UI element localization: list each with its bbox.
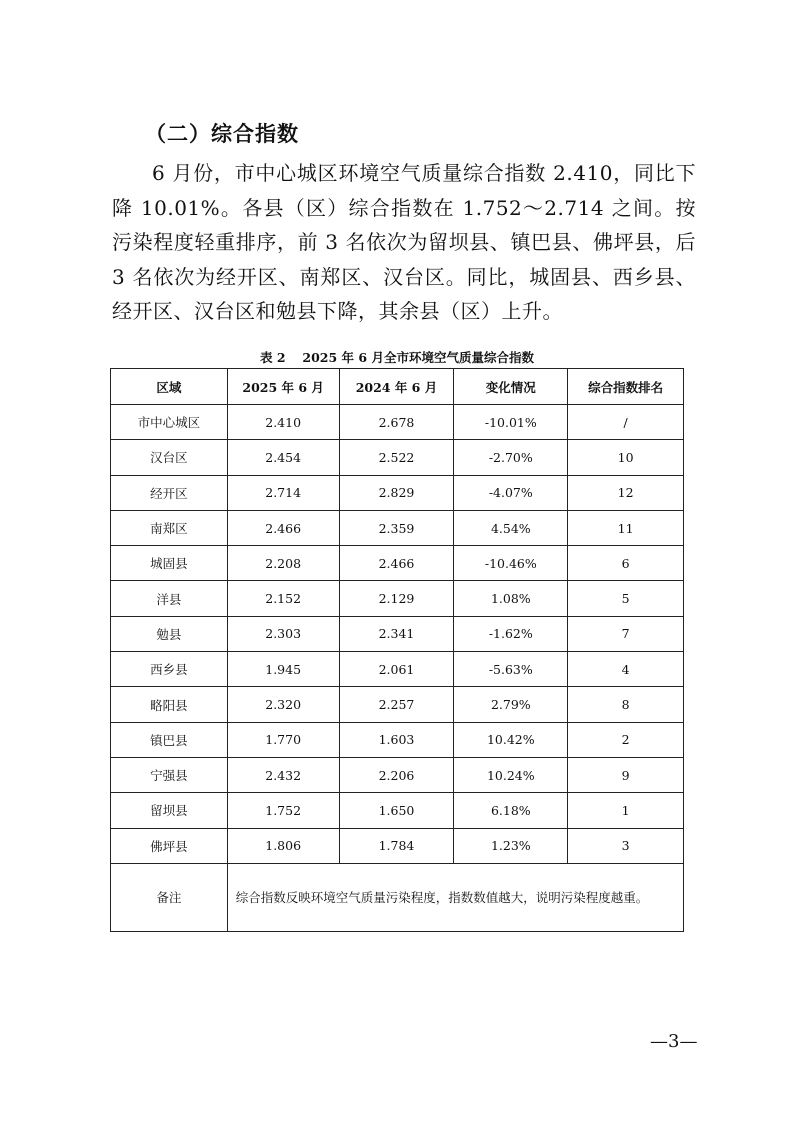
table-row xyxy=(111,510,684,545)
cell-2024: 2.341 xyxy=(339,616,454,651)
table-note-row xyxy=(111,863,684,931)
cell-rank: 9 xyxy=(568,757,684,792)
cell-rank: 2 xyxy=(568,722,684,757)
table-row xyxy=(111,722,684,757)
table-row xyxy=(111,687,684,722)
paragraph-text: 6 月份，市中心城区环境空气质量综合指数 2.410，同比下降 10.01%。各县（区）综合指数在 1.752～2.714 之间。按污染程度轻重排序，前 3 名依次为留坝县、镇巴县、佛坪县，后 3 名依次为经开区、南郑区、汉台区。同比，城固县、西乡县、经开区、汉台区和勉县下降，其余县（区）上升。 xyxy=(112,161,696,323)
cell-region: 南郑区 xyxy=(111,510,228,545)
table-row xyxy=(111,652,684,687)
cell-change: 4.54% xyxy=(454,510,568,545)
cell-rank: 6 xyxy=(568,546,684,581)
note-label: 备注 xyxy=(111,863,228,931)
cell-region: 勉县 xyxy=(111,616,228,651)
table-row xyxy=(111,581,684,616)
cell-2025: 2.208 xyxy=(227,546,339,581)
cell-2025: 2.303 xyxy=(227,616,339,651)
cell-region: 佛坪县 xyxy=(111,828,228,863)
cell-region: 市中心城区 xyxy=(111,405,228,440)
cell-region: 洋县 xyxy=(111,581,228,616)
cell-rank: 5 xyxy=(568,581,684,616)
table-row xyxy=(111,616,684,651)
cell-2025: 2.410 xyxy=(227,405,339,440)
cell-change: -5.63% xyxy=(454,652,568,687)
cell-rank: 10 xyxy=(568,440,684,475)
cell-region: 略阳县 xyxy=(111,687,228,722)
cell-2025: 1.806 xyxy=(227,828,339,863)
cell-rank: 11 xyxy=(568,510,684,545)
cell-region: 宁强县 xyxy=(111,757,228,792)
cell-2025: 2.432 xyxy=(227,757,339,792)
cell-2024: 2.829 xyxy=(339,475,454,510)
header-2025-june: 2025 年 6 月 xyxy=(227,369,339,405)
header-region: 区域 xyxy=(111,369,228,405)
table-row xyxy=(111,828,684,863)
table-row xyxy=(111,440,684,475)
cell-rank: 12 xyxy=(568,475,684,510)
cell-2024: 2.522 xyxy=(339,440,454,475)
cell-2024: 2.129 xyxy=(339,581,454,616)
body-paragraph xyxy=(112,156,696,329)
table-row xyxy=(111,546,684,581)
cell-change: -10.01% xyxy=(454,405,568,440)
composite-index-table xyxy=(110,368,684,932)
cell-2024: 2.359 xyxy=(339,510,454,545)
cell-2024: 1.603 xyxy=(339,722,454,757)
cell-2025: 2.152 xyxy=(227,581,339,616)
cell-2024: 2.206 xyxy=(339,757,454,792)
cell-change: 6.18% xyxy=(454,793,568,828)
cell-region: 汉台区 xyxy=(111,440,228,475)
table-header-row xyxy=(111,369,684,405)
note-text: 综合指数反映环境空气质量污染程度，指数数值越大，说明污染程度越重。 xyxy=(227,863,683,931)
cell-change: -10.46% xyxy=(454,546,568,581)
cell-2025: 2.466 xyxy=(227,510,339,545)
table-row xyxy=(111,793,684,828)
cell-2024: 1.784 xyxy=(339,828,454,863)
cell-region: 城固县 xyxy=(111,546,228,581)
cell-change: -2.70% xyxy=(454,440,568,475)
cell-change: -4.07% xyxy=(454,475,568,510)
header-change: 变化情况 xyxy=(454,369,568,405)
cell-region: 留坝县 xyxy=(111,793,228,828)
cell-rank: 8 xyxy=(568,687,684,722)
cell-2024: 2.678 xyxy=(339,405,454,440)
section-heading: （二）综合指数 xyxy=(145,122,299,146)
cell-change: 10.24% xyxy=(454,757,568,792)
header-rank: 综合指数排名 xyxy=(568,369,684,405)
cell-region: 镇巴县 xyxy=(111,722,228,757)
cell-rank: 1 xyxy=(568,793,684,828)
cell-rank: 3 xyxy=(568,828,684,863)
cell-2024: 2.061 xyxy=(339,652,454,687)
cell-2025: 1.752 xyxy=(227,793,339,828)
cell-rank: 4 xyxy=(568,652,684,687)
cell-region: 西乡县 xyxy=(111,652,228,687)
cell-change: 10.42% xyxy=(454,722,568,757)
cell-2025: 1.770 xyxy=(227,722,339,757)
cell-2024: 2.257 xyxy=(339,687,454,722)
header-2024-june: 2024 年 6 月 xyxy=(339,369,454,405)
cell-2024: 1.650 xyxy=(339,793,454,828)
cell-rank: / xyxy=(568,405,684,440)
cell-change: 2.79% xyxy=(454,687,568,722)
cell-2024: 2.466 xyxy=(339,546,454,581)
cell-2025: 2.454 xyxy=(227,440,339,475)
cell-rank: 7 xyxy=(568,616,684,651)
cell-region: 经开区 xyxy=(111,475,228,510)
cell-2025: 1.945 xyxy=(227,652,339,687)
cell-change: 1.23% xyxy=(454,828,568,863)
table-row xyxy=(111,757,684,792)
cell-change: 1.08% xyxy=(454,581,568,616)
table-caption: 表 2 2025 年 6 月全市环境空气质量综合指数 xyxy=(260,350,534,365)
table-row xyxy=(111,405,684,440)
cell-2025: 2.714 xyxy=(227,475,339,510)
cell-2025: 2.320 xyxy=(227,687,339,722)
table-row xyxy=(111,475,684,510)
cell-change: -1.62% xyxy=(454,616,568,651)
page-number: —3— xyxy=(650,1031,698,1052)
